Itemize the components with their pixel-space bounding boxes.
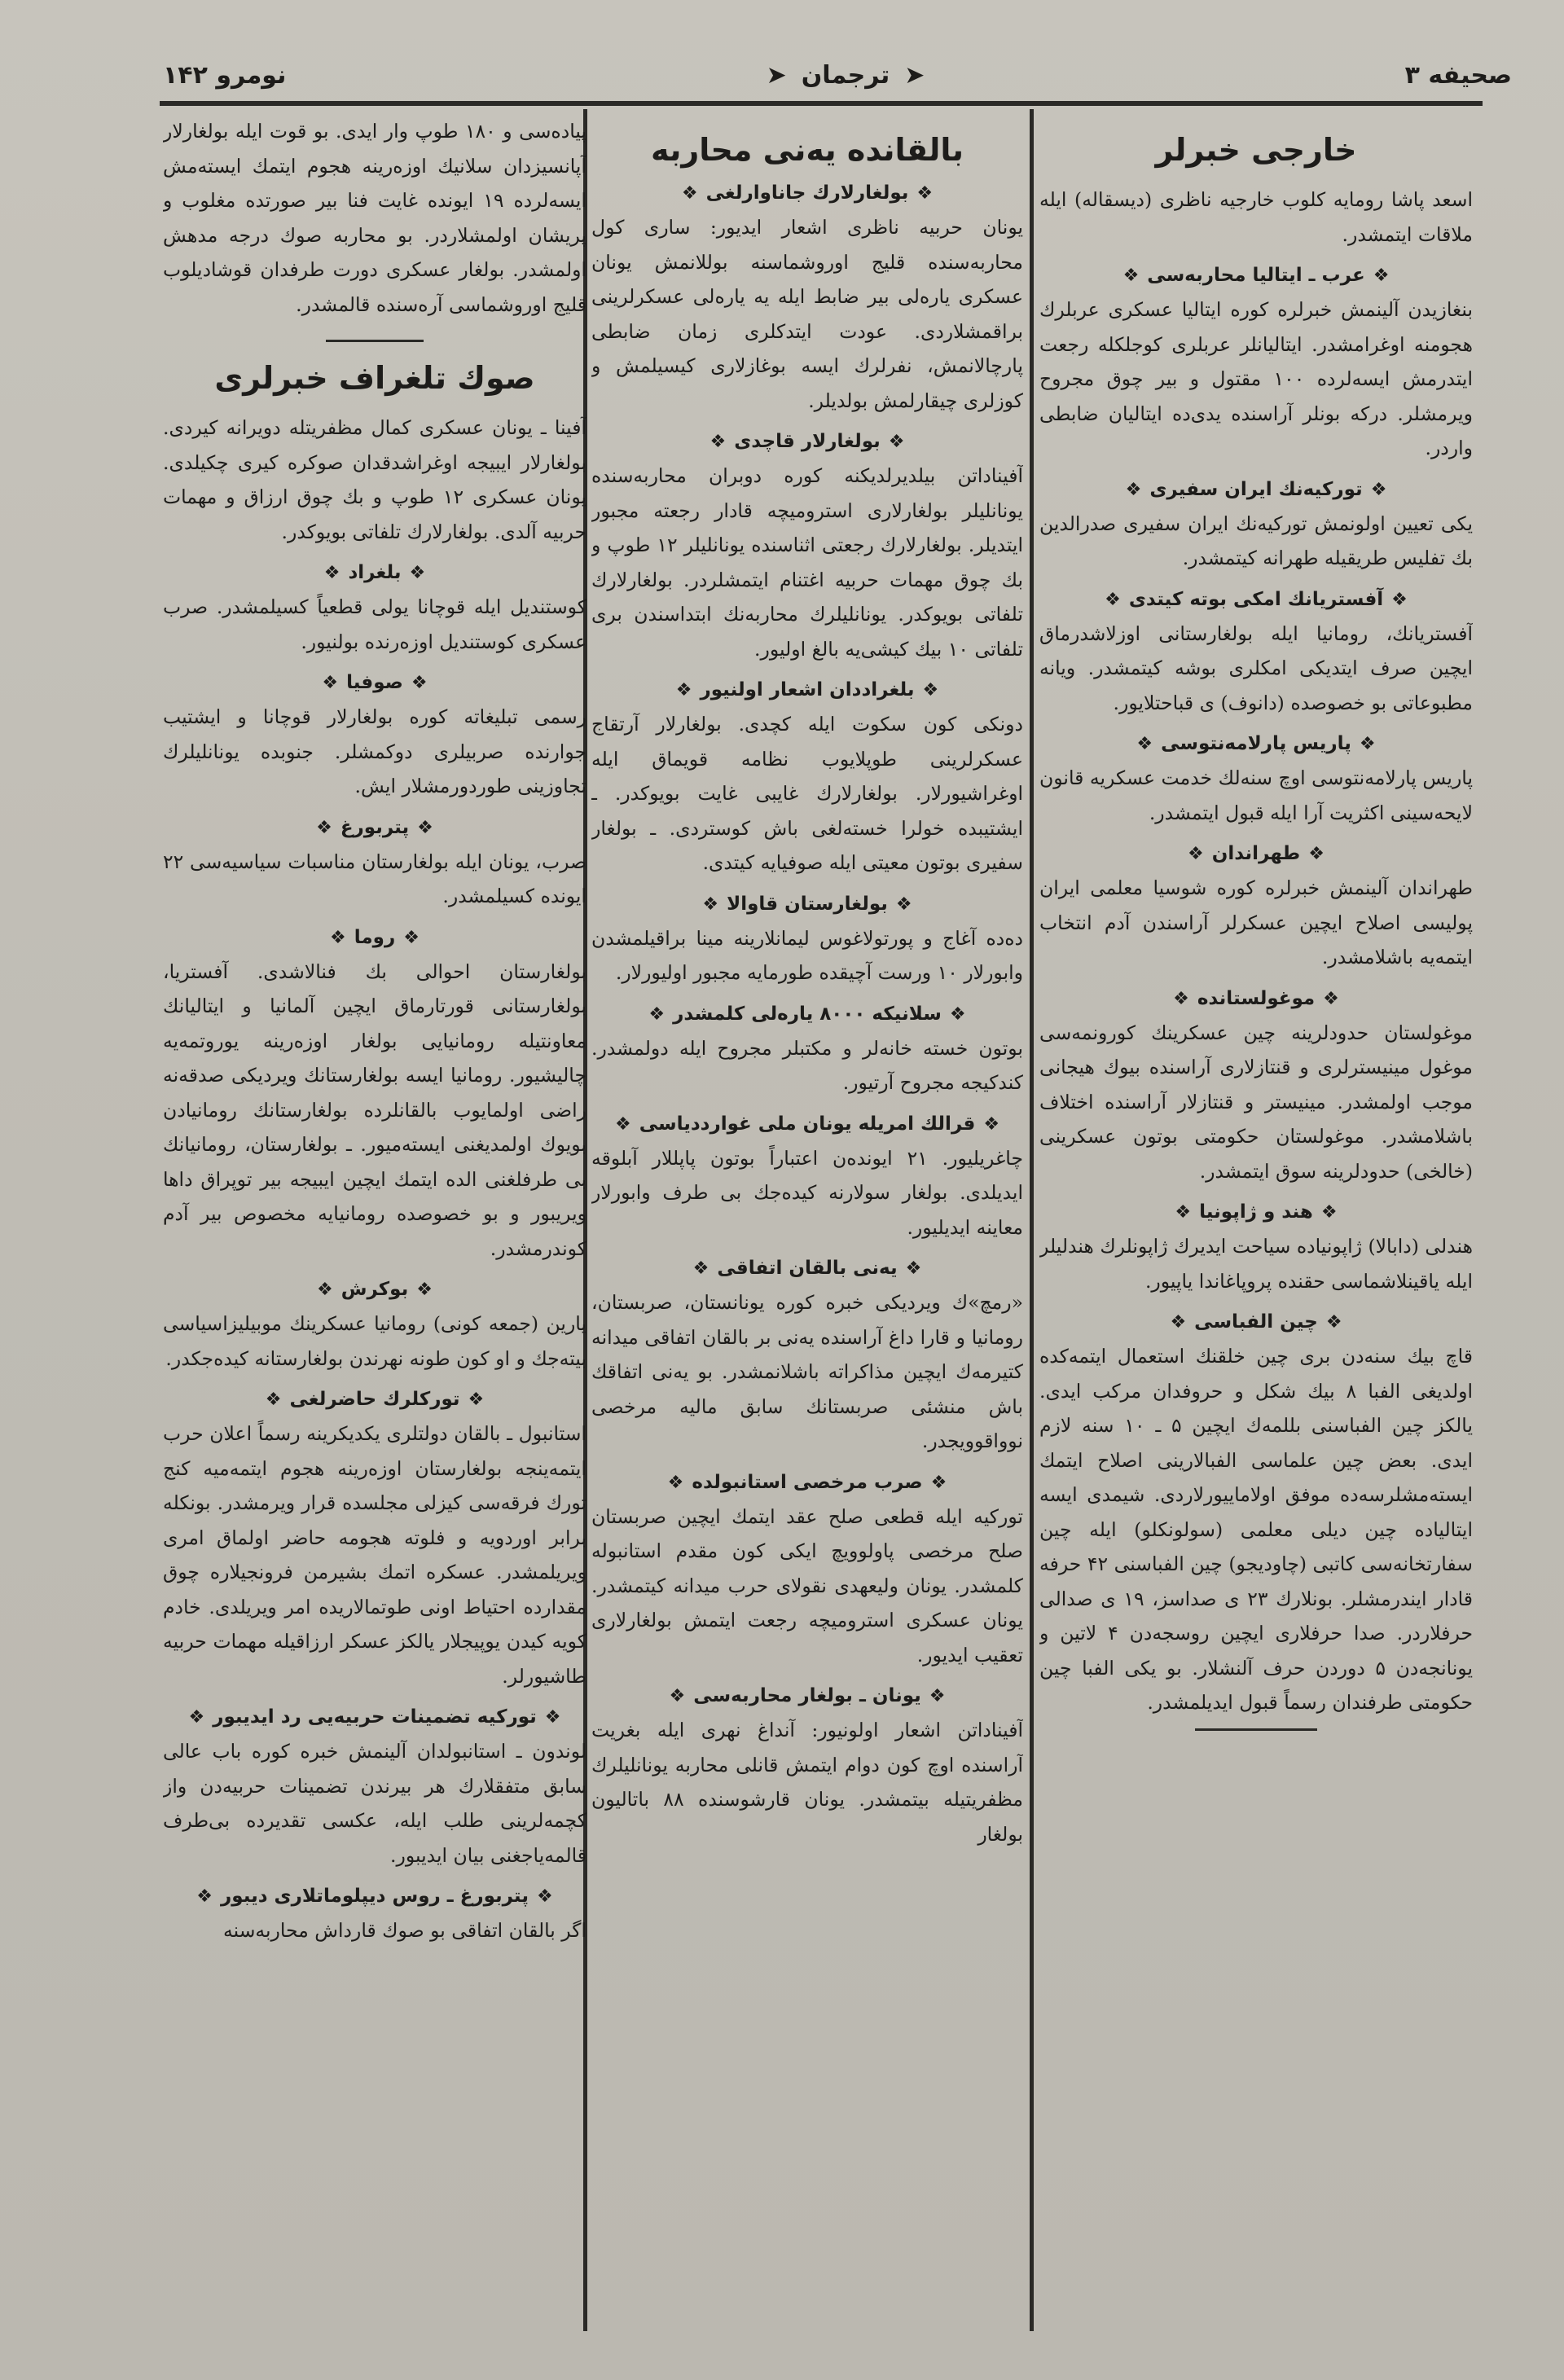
news-item — [163, 1706, 586, 1873]
news-item — [163, 1389, 586, 1693]
column-latest-telegrams — [163, 114, 586, 2347]
news-item — [591, 1003, 1023, 1100]
news-subheading: ❖ قرالك امریله یونان ملی غوارددیاسی ❖ — [591, 1113, 1023, 1135]
news-text: یکی تعیین اولونمش تورکیه‌نك ایران سفیری صدرالدین بك تفلیس طریقیله طهرانه کیتمشدر. — [1039, 512, 1473, 569]
news-item — [591, 1113, 1023, 1245]
news-item — [1039, 1311, 1473, 1720]
news-item — [163, 927, 586, 1267]
news-subheading: ❖ یه‌نی بالقان اتفاقی ❖ — [591, 1258, 1023, 1279]
news-subheading: ❖ موغولستانده ❖ — [1039, 988, 1473, 1009]
news-text: تورکیه ایله قطعی صلح عقد ایتمك ایچین صربستان صلح مرخصی پاولوویچ ایکی کون مقدم استانبوله کلمشدر. یونان ولیعهدی نقولای حرب میدانه کیتمشدر. یونان عسکری استرومیچه رجعت ایتمش بولغارلاری تعقیب ایدیور. — [591, 1504, 1023, 1666]
news-item — [163, 562, 586, 659]
news-subheading: ❖ پتربورغ ❖ — [163, 817, 586, 838]
news-text: قاچ بیك سنه‌دن بری چین خلقنك استعمال ایتمه‌کده اولدیغی الفبا ۸ بیك شکل و حروفدان مرکب ایدی. یالکز چین الفباسنی بللمه‌ك ایچین ۵ ـ ۱۰ سنه لازم ایدی. بعض چین علماسی الفبالارینی اصلاح ایتمك ایسته‌مشلرسه‌ده موفق اولاماییورلاردی. شیمدی ایسه ایتالیاده چین دیلی معلمی (سولونکلو) ایله چین سفارتخانه‌سی کاتبی (چاوديجو) چین الفباسنی ۴۲ حرفه قادار ایندرمشلر. بونلارك ۲۳ ی صداسز، ۱۹ ی صدالی حرفلاردر. صدا حرفلاری ایچین روسجه‌دن ۴ لاتین و یونانجه‌دن ۵ دوردن حرف آلنشلار. بو یکی الفبا چین حکومتی طرفندان رسماً قبول ایدیلمشدر. — [1039, 1345, 1473, 1714]
news-subheading: ❖ چین الفباسی ❖ — [1039, 1311, 1473, 1333]
news-text: اگر بالقان اتفاقی بو صوك قارداش محاربه‌سنه — [223, 1919, 586, 1942]
news-subheading: ❖ آفستریانك امکی بوته کیتدی ❖ — [1039, 589, 1473, 610]
news-subheading: ❖ صوفیا ❖ — [163, 672, 586, 693]
news-text: ده‌ده آغاج و پورتولاغوس لیمانلارینه مینا براقیلمشدن وابورلار ۱۰ ورست آچیقده طورمایه مجبور اولیورلار. — [591, 926, 1023, 984]
news-text: آفستریانك، رومانیا ایله بولغارستانی اوزلاشدرماق ایچین صرف ایتدیکی امکلری بوشه کیتمشدر. ویانه مطبوعاتی بو خصوصده (دانوف) ی قباحتلایور. — [1039, 621, 1473, 714]
news-subheading: ❖ بولغارلار قاچدی ❖ — [591, 431, 1023, 452]
news-item — [591, 182, 1023, 418]
news-item — [163, 672, 586, 804]
news-text: دونکی کون سکوت ایله کچدی. بولغارلار آرتقاج عسکرلرینی طوپلایوب نظامه قویماق ایله اوغراشیورلار. بولغارلارك غایبی غایت بویوکدر. ـ ایشتیبده خولرا خسته‌لغی باش کوستردی. ـ بولغار سفیری بوتون معیتی ایله صوفیایه کیتدی. — [591, 713, 1023, 874]
end-rule — [1195, 1728, 1317, 1731]
news-text: «رمچ»ك ویردیکی خبره کوره یونانستان، صربستان، رومانیا و قارا داغ آراسنده یه‌نی بر بالقان اتفاقی میدانه کتیرمه‌ك ایچین مذاکراته باشلانمشدر. بو یه‌نی اتفاقك باش منشئی صربستانك سابق مالیه مرخصی نوواقوویجدر. — [591, 1291, 1023, 1452]
section-heading: خارجی خبرلر — [1155, 132, 1357, 168]
issue-label: نومرو ۱۴۲ — [163, 60, 287, 90]
news-text: یونان حربیه ناظری اشعار ایدیور: ساری کول محاربه‌سنده قلیج اوروشماسنه بوللانمش یونان عسکری یاره‌لی بیر ضابط ایله یه یاره‌لی عسکرلرینی براقمشلاردی. عودت ایتدکلری زمان ضابطی پارچالانمش، نفرلرك ایسه بوغازلاری کیسیلمش و کوزلری چیقارلمش بولدیلر. — [591, 216, 1023, 412]
column-divider — [1030, 109, 1034, 2331]
ornament-left-icon: ➤ — [904, 60, 925, 90]
news-item — [1039, 733, 1473, 830]
news-subheading: ❖ پتربورغ ـ روس دیپلوماتلاری دیبور ❖ — [163, 1886, 586, 1907]
news-subheading: ❖ بلغراددان اشعار اولنیور ❖ — [591, 679, 1023, 700]
continued-paragraph: پیاده‌سی و ۱۸۰ طوپ وار ایدی. بو قوت ایله بولغارلار آپانسیزدان سلانیك اوزه‌رینه هجوم ایتمك ایسته‌مش ایسه‌لرده ۱۹ ایونده غایت فنا بیر صورتده مغلوب و پریشان اولمشلاردر. بو محاربه صوك درجه مدهش اولمشدر. بولغار عسکری دورت طرفدان قوشادیلوب قلیج اوروشماسی آره‌سنده قالمشدر. — [163, 120, 586, 316]
news-subheading: ❖ طهراندان ❖ — [1039, 843, 1473, 864]
news-item — [591, 431, 1023, 666]
news-subheading: ❖ عرب ـ ایتالیا محاربه‌سی ❖ — [1039, 265, 1473, 286]
column-foreign-news — [1039, 114, 1473, 2347]
news-item — [591, 1472, 1023, 1673]
news-text: آفیناداتن بیلدیرلدیکنه کوره دوبران محاربه‌سنده یونانلیلر بولغارلاری استرومیچه قادار رجعته مجبور ایتدیلر. بولغارلارك رجعتی اثناسنده یونانلیلر ۱۲ طوپ و بك چوق مهمات حربیه اغتنام ایتمشلردر. بولغارلارك تلفاتی بویوکدر. یونانلیلرك محاربه‌نك ابتداسندن بری تلفاتی ۱۰ بیك کیشی‌یه بالغ اولیور. — [591, 464, 1023, 661]
news-item — [1039, 988, 1473, 1189]
news-text: رسمی تبلیغاته کوره بولغارلار قوچانا و ایشتیب جوارنده صربیلری دوکمشلر. جنوبده یونانلیلرك تجاوزینی طوردورمشلار ایش. — [163, 705, 586, 797]
news-text: طهراندان آلینمش خبرلره کوره شوسیا معلمی ایران پولیسی اصلاح ایچین عسکرلر آراسندن آدم انتخاب ایتمه‌یه باشلامشدر. — [1039, 876, 1473, 968]
column-balkan-war — [591, 114, 1023, 2347]
news-item — [163, 1886, 586, 1948]
news-item — [1039, 843, 1473, 975]
news-subheading: ❖ تورکلرك حاضرلغی ❖ — [163, 1389, 586, 1410]
news-item — [591, 894, 1023, 990]
news-subheading: ❖ بلغراد ❖ — [163, 562, 586, 583]
news-text: استانبول ـ بالقان دولتلری یکدیکرینه رسماً اعلان حرب ایتمه‌ینجه بولغارستان اوزه‌رینه هجوم ایتمه‌میه کنج تورك فرقه‌سی کیزلی مجلسده قرار ویرمشدر. بونکله برابر اوردویه و فلوته هجومه حاضر اولماق امری ویریلمشدر. عسکره اتمك بشیرمن فرونجیلاره چوق مقدارده احتیاط اونی طوتمالاریده امر ویریلدی. خادم کویه کیدن یوپیجلار یالکز عسکر ارزاقیله مهمات حربیه طاشیورلر. — [163, 1422, 586, 1688]
news-subheading: ❖ هند و ژاپونیا ❖ — [1039, 1201, 1473, 1223]
news-text: بولغارستان احوالی بك فنالاشدی. آفستریا، بولغارستانی قورتارماق ایچین آلمانیا و ایتالیانك معاونتیله رومانیایی بولغار اوزه‌رینه یوروتمه‌یه چالیشیور. رومانیا ایسه بولغارستانك ویردیکی صدقه‌نه راضی اولمایوب بالقانلرده بولغارستانك رومانیادن بویوك اولمدیغنی ایسته‌میور. ـ بولغارستان، رومانیانك بی طرفلغنی الده ایتمك ایچین ایبیجه بیر توپراق داها ویریبور و بو خصوصده رومانیایه مخصوص بیر آدم کوندرمشدر. — [163, 959, 586, 1260]
news-item — [591, 679, 1023, 880]
news-item — [591, 1258, 1023, 1459]
news-subheading: ❖ تورکیه‌نك ایران سفیری ❖ — [1039, 479, 1473, 500]
news-text: موغولستان حدودلرینه چین عسکرینك کورونمه‌سی موغول مینیسترلری و قنتازلاری آراسنده بیوك هیجانی موجب اولمشدر. مینیستر و قنتازلار آراسنده اختلاف باشلامشدر. موغولستان حکومتی بوتون عسکرینی (خالخی) حدودلرینه سوق ایتمشدر. — [1039, 1021, 1473, 1183]
news-subheading: ❖ روما ❖ — [163, 927, 586, 948]
news-text: چاغریلیور. ۲۱ ایونده‌ن اعتباراً بوتون پاپللار آبلوقه ایدیلدی. بولغار سولارنه کیده‌جك بی طرف وابورلار معاینه ایدیلیور. — [591, 1146, 1023, 1239]
news-text: هندلی (دابالا) ژاپونیاده سیاحت ایدیرك ژاپونلرك هندلیلر ایله یاقینلاشماسی حقنده پروپاغاندا یاپیور. — [1039, 1235, 1473, 1293]
news-subheading: ❖ سلانیکه ۸۰۰۰ یاره‌لی کلمشدر ❖ — [591, 1003, 1023, 1025]
news-text: آفیناداتن اشعار اولونیور: آنداغ نهری ایله بغریت آراسنده اوچ کون دوام ایتمش قانلی محاربه یونانلیلرك مظفریتیله بیتمشدر. یونان قارشوسنده ۸۸ باتالیون بولغار — [591, 1719, 1023, 1846]
news-subheading: ❖ یونان ـ بولغار محاربه‌سی ❖ — [591, 1685, 1023, 1706]
page-label: صحیفه ۳ — [1404, 60, 1512, 90]
news-subheading: ❖ بوکرش ❖ — [163, 1279, 586, 1300]
news-text: پاریس پارلامه‌نتوسی اوچ سنه‌لك خدمت عسکریه قانون لایحه‌سینی اکثریت آرا ایله قبول ایتمشدر. — [1039, 766, 1473, 824]
news-text: بوتون خسته خانه‌لر و مکتبلر مجروح ایله دولمشدر. کندکیجه مجروح آرتیور. — [591, 1036, 1023, 1094]
news-text: یارین (جمعه کونی) رومانیا عسکرینك موبیلیزاسیاسی بیته‌جك و او کون طونه نهرندن بولغارستانه کیده‌جکدر. — [163, 1312, 586, 1370]
section-heading: صوك تلغراف خبرلری — [214, 360, 535, 396]
news-subheading: ❖ بولغارلارك جاناوارلغی ❖ — [591, 182, 1023, 204]
masthead — [163, 50, 1512, 99]
news-subheading: ❖ بولغارستان قاوالا ❖ — [591, 894, 1023, 915]
news-subheading: ❖ صرب مرخصی استانبولده ❖ — [591, 1472, 1023, 1493]
masthead-title-group — [767, 61, 925, 90]
news-item — [591, 1685, 1023, 1851]
news-item — [1039, 589, 1473, 721]
section-rule — [326, 340, 424, 342]
news-text: صرب، یونان ایله بولغارستان مناسبات سیاسیه‌سی ۲۲ ایونده کسیلمشدر. — [163, 850, 586, 907]
news-text: آفینا ـ یونان عسکری کمال مظفریتله دویرانه کیردی. بولغارلار ایبیجه اوغراشدقدان صوکره کیری چکیلدی. یونان عسکری ۱۲ طوپ و بك چوق ارزاق و مهمات حربیه آلدی. بولغارلارك تلفاتی بویوکدر. — [163, 416, 586, 543]
news-text: کوستندیل ایله قوچانا یولی قطعیاً کسیلمشدر. صرب عسکری کوستندیل اوزه‌رنده بولنیور. — [163, 595, 586, 653]
newspaper-title: ترجمان — [801, 60, 890, 90]
masthead-rule — [160, 101, 1483, 106]
intro-paragraph: اسعد پاشا رومایه کلوب خارجیه ناظری (دیسقاله) ایله ملاقات ایتمشدر. — [1039, 188, 1473, 246]
news-item — [163, 817, 586, 914]
section-heading: بالقانده یه‌نی محاربه — [651, 132, 964, 168]
news-item — [163, 1279, 586, 1376]
news-text: لوندون ـ استانبولدان آلینمش خبره کوره باب عالی سابق متفقلارك هر بیرندن تضمینات حربیه‌دن واز کچمه‌لرینی طلب ایله، عکسی تقدیرده بی‌طرف قالمه‌یاجغنی بیان ایدیبور. — [163, 1740, 586, 1867]
news-subheading: ❖ تورکیه تضمینات حربیه‌یی رد ایدیبور ❖ — [163, 1706, 586, 1728]
ornament-right-icon: ➤ — [766, 60, 787, 90]
news-text: بنغازیدن آلینمش خبرلره کوره ایتالیا عسکری عربلرك هجومنه اوغرامشدر. ایتالیانلر عربلری کوجلکله رجعت ایتدرمش ایسه‌لرده ۱۰۰ مقتول و بیر چوق مجروح ویرمشلر. درکه بونلر آراسنده یدی‌ده ایتالیان ضابطی واردر. — [1039, 298, 1473, 459]
news-item — [1039, 265, 1473, 466]
news-item — [1039, 1201, 1473, 1298]
news-subheading: ❖ پاریس پارلامه‌نتوسی ❖ — [1039, 733, 1473, 754]
news-item — [163, 411, 586, 549]
news-item — [1039, 479, 1473, 576]
